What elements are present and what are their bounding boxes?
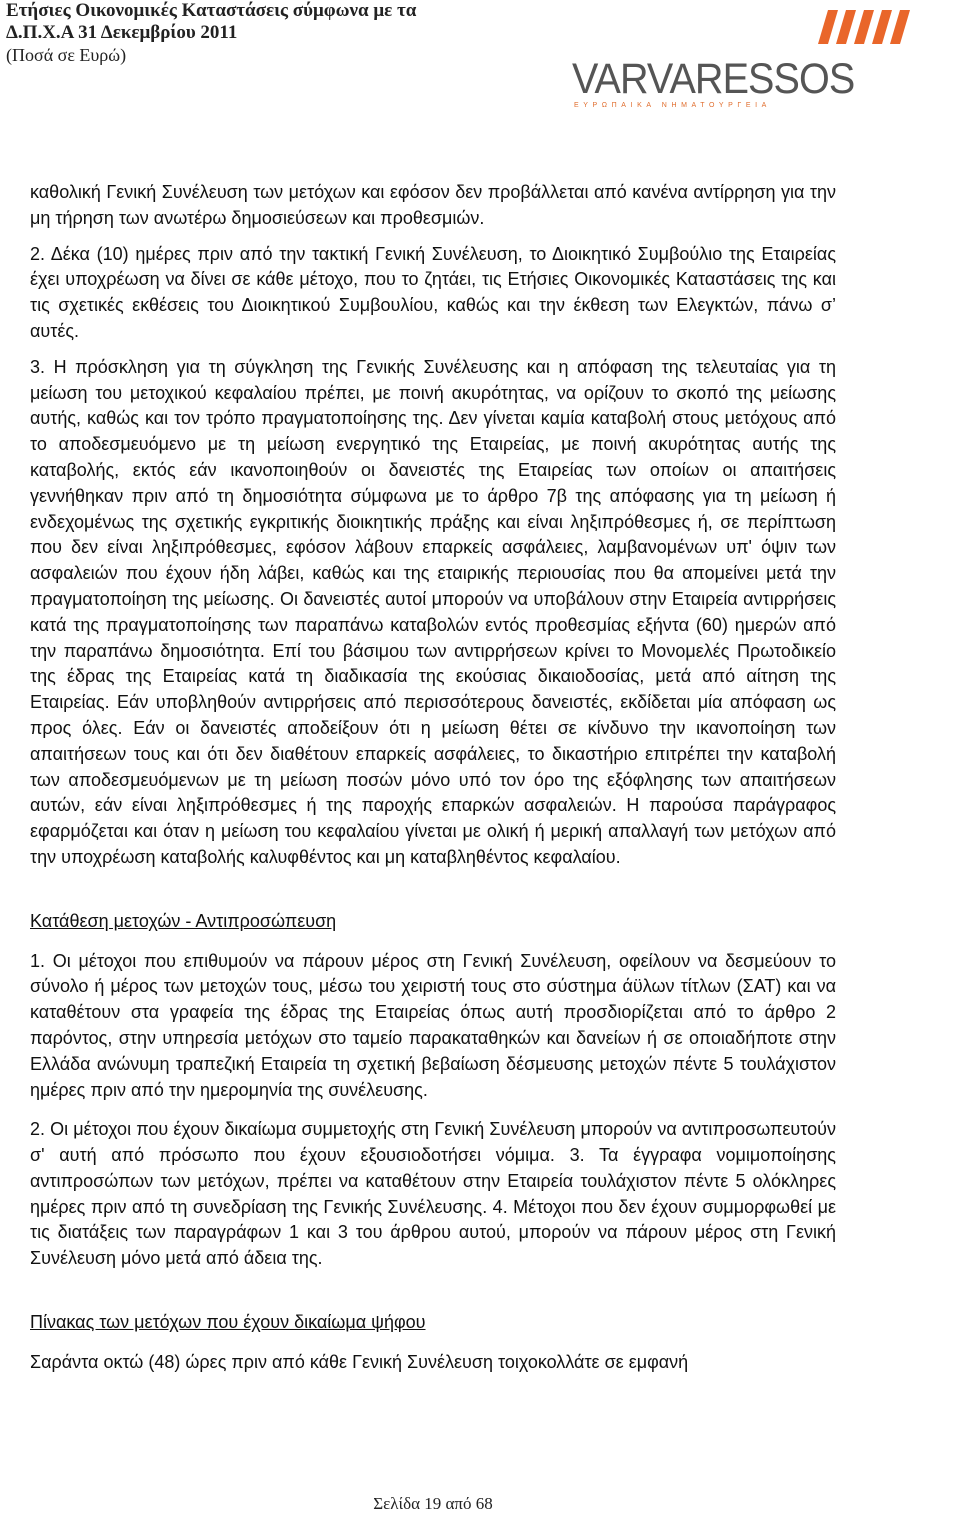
logo-name: VARVARESSOS: [572, 55, 855, 103]
page-number: Σελίδα 19 από 68: [373, 1494, 493, 1513]
share-deposit-paragraph-1: 1. Οι μέτοχοι που επιθυμούν να πάρουν μέρος στη Γενική Συνέλευση, οφείλουν να δεσμεύουν το σύνολο ή μέρος των μετοχών τους, μέσω του χειριστή τους στο σύστημα άϋλων τίτλων (ΣΑΤ) και να καταθέτουν στα γραφεία της έδρας της Εταιρείας όπως αυτή προσδιορίζεται από το άρθρο 2 παρόντος, στην υπηρεσία μετόχων στο ταμείο παρακαταθηκών και δανείων ή σε οποιαδήποτε στην Ελλάδα ανώνυμη τραπεζική Εταιρεία τη σχετική βεβαίωση δέσμευσης μετοχών πέντε 5 τουλάχιστον ημέρες πριν από την ημερομηνία της συνέλευσης.: [30, 950, 836, 1100]
section-heading-share-deposit: Κατάθεση μετοχών - Αντιπροσώπευση: [30, 910, 337, 931]
logo-stripe: [872, 10, 892, 44]
logo-tagline: ΕΥΡΩΠΑΙΚΑ ΝΗΜΑΤΟΥΡΓΕΙΑ: [574, 102, 771, 109]
document-body: [30, 180, 836, 1376]
body-paragraph-2: 2. Δέκα (10) ημέρες πριν από την τακτική Γενική Συνέλευση, το Διοικητικό Συμβούλιο της Εταιρείας έχει υποχρέωση να δίνει σε κάθε μέτοχο, που το ζητάει, τις Ετήσιες Οικονομικές Καταστάσεις της και τις σχετικές εκθέσεις του Διοικητικού Συμβουλίου, καθώς και την έκθεση των Ελεγκτών, πάνω σ’ αυτές.: [30, 243, 836, 341]
header-title-line-1: Ετήσιες Οικονομικές Καταστάσεις σύμφωνα με τα: [6, 0, 417, 21]
body-paragraph-continuation: καθολική Γενική Συνέλευση των μετόχων και εφόσον δεν προβάλλεται από κανένα αντίρρηση για την μη τήρηση των ανωτέρω δημοσιεύσεων και προθεσμιών.: [30, 182, 836, 228]
logo-stripe: [890, 10, 910, 44]
header-currency-note: (Ποσά σε Ευρώ): [6, 45, 127, 65]
logo-stripe: [854, 10, 874, 44]
document-header: [6, 0, 416, 66]
logo-stripe: [818, 10, 838, 44]
logo-stripe: [836, 10, 856, 44]
header-title-line-2: Δ.Π.Χ.Α 31 Δεκεμβρίου 2011: [6, 22, 238, 43]
company-logo: [566, 10, 855, 110]
section-heading-shareholder-table: Πίνακας των μετόχων που έχουν δικαίωμα ψήφου: [30, 1312, 426, 1333]
logo-stripes-graphic: [818, 10, 910, 44]
share-deposit-paragraph-2: 2. Οι μέτοχοι που έχουν δικαίωμα συμμετοχής στη Γενική Συνέλευση μπορούν να αντιπροσωπευτούν σ' αυτή από πρόσωπο που έχουν εξουσιοδοτήσει νόμιμα. 3. Τα έγγραφα νομιμοποίησης αντιπροσώπων των μετόχων, πρέπει να καταθέτουν στην Εταιρεία τουλάχιστον πέντε 5 ολόκληρες ημέρες πριν από τη συνεδρίαση της Γενικής Συνέλευσης. 4. Μέτοχοι που δεν έχουν συμμορφωθεί με τις διατάξεις των παραγράφων 1 και 3 του άρθρου αυτού, μπορούν να πάρουν μέρος στη Γενική Συνέλευση μόνο μετά από άδεια της.: [30, 1119, 836, 1269]
body-paragraph-3: 3. Η πρόσκληση για τη σύγκληση της Γενικής Συνέλευσης και η απόφαση της τελευταίας για τη μείωση του μετοχικού κεφαλαίου πρέπει, με ποινή ακυρότητας, να ορίζουν το σκοπό της μείωσης αυτής, καθώς και τον τρόπο πραγματοποίησης της. Δεν γίνεται καμία καταβολή στους μετόχους από το αποδεσμευόμενο με τη μείωση ενεργητικό της Εταιρείας, με ποινή ακυρότητας αυτής της καταβολής, εκτός εάν ικανοποιηθούν οι δανειστές της Εταιρείας των οποίων οι απαιτήσεις γεννήθηκαν πριν από τη δημοσιότητα σύμφωνα με το άρθρο 7β της απόφασης για τη μείωση ή ενδεχομένως της σχετικής εγκριτικής διοικητικής πράξης και είναι ληξιπρόθεσμες ή, σε περίπτωση που δεν είναι ληξιπρόθεσμες, εφόσον λάβουν επαρκείς ασφάλειες, λαμβανομένων υπ' όψιν των ασφαλειών που έχουν ήδη λάβει, καθώς και της εταιρικής περιουσίας που θα απομείνει μετά την πραγματοποίηση της μείωσης. Οι δανειστές αυτοί μπορούν να υποβάλουν στην Εταιρεία αντιρρήσεις κατά της πραγματοποίησης των παραπάνω καταβολών εντός προθεσμίας εξήντα (60) ημερών από την παραπάνω δημοσιότητα. Επί του βάσιμου των αντιρρήσεων κρίνει το Μονομελές Πρωτοδικείο της έδρας της Εταιρείας κατά τη διαδικασία της εκούσιας δικαιοδοσίας, μετά από αίτηση της Εταιρείας. Εάν υποβληθούν αντιρρήσεις από περισσότερους δανειστές, εκδίδεται μία απόφαση ως προς όλες. Εάν οι δανειστές αποδείξουν ότι η μείωση θέτει σε κίνδυνο την ικανοποίηση των απαιτήσεων τους και ότι δεν διαθέτουν επαρκείς ασφάλειες, το δικαστήριο επιτρέπει την καταβολή των αποδεσμευόμενων με τη μείωση ποσών μόνο υπό τον όρο της εξόφλησης των απαιτήσεων αυτών, εάν είναι ληξιπρόθεσμες ή της παροχής επαρκών ασφαλειών. Η παρούσα παράγραφος εφαρμόζεται και όταν η μείωση του κεφαλαίου γίνεται με ολική ή μερική απαλλαγή των μετόχων από την υποχρέωση καταβολής καλυφθέντος και μη καταβληθέντος κεφαλαίου.: [30, 356, 836, 867]
shareholder-table-paragraph: Σαράντα οκτώ (48) ώρες πριν από κάθε Γενική Συνέλευση τοιχοκολλάτε σε εμφανή: [30, 1351, 689, 1372]
